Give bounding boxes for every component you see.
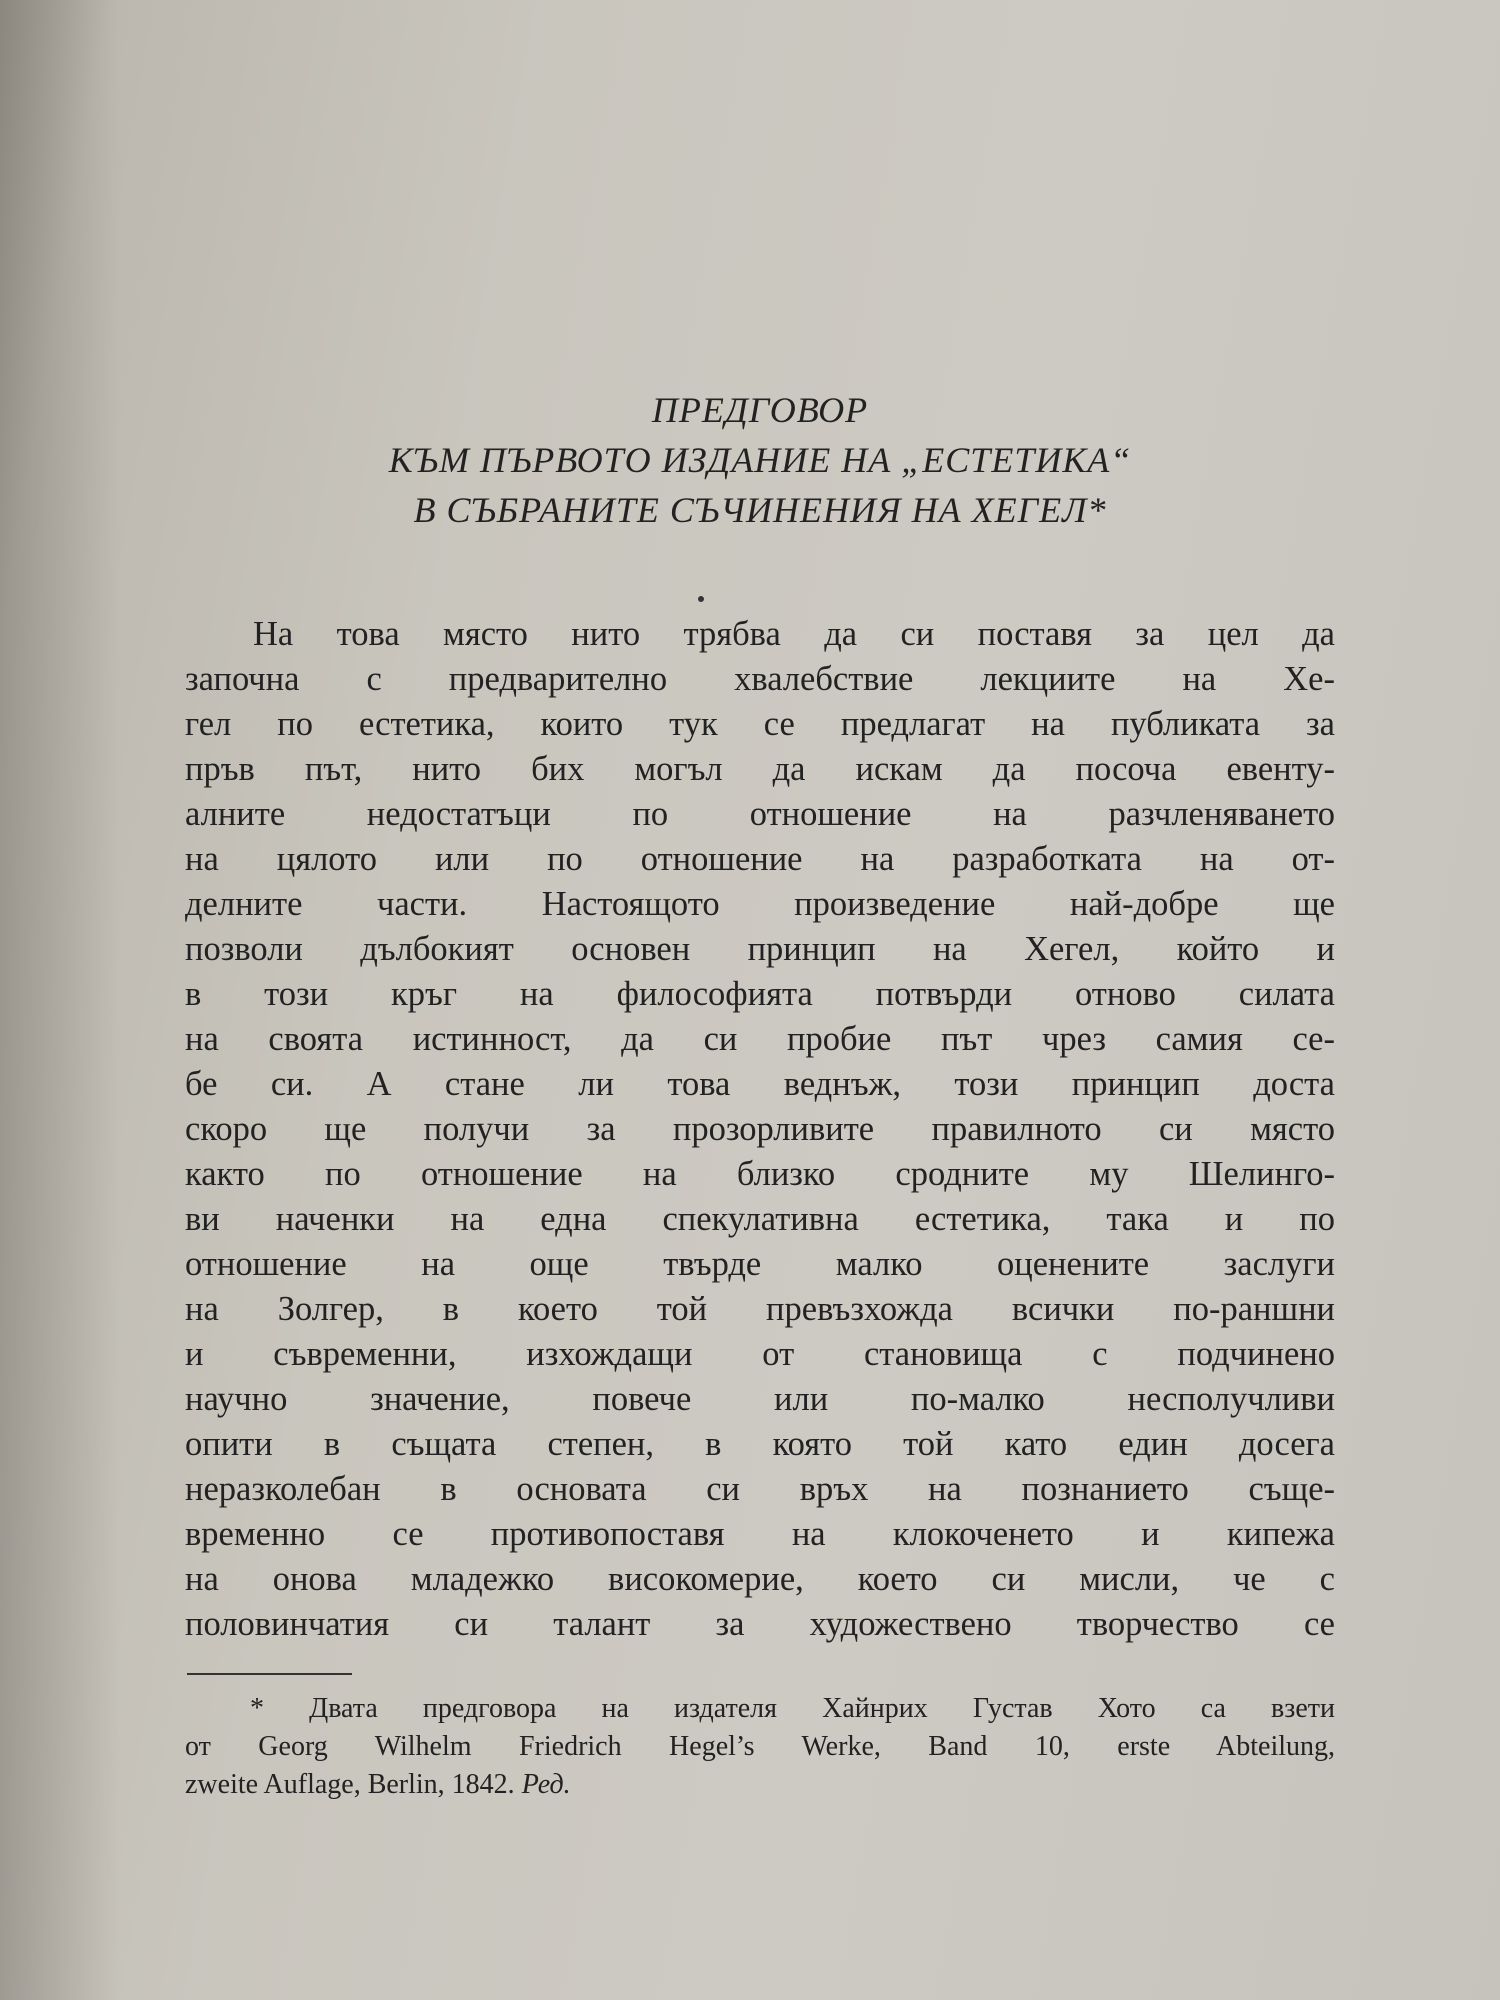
body-paragraph xyxy=(185,612,1335,1647)
footnote-source-text: zweite Auflage, Berlin, 1842. xyxy=(185,1769,515,1800)
body-line: скоро ще получи за прозорливите правилното си място xyxy=(185,1110,1335,1148)
body-line: на Золгер, в което той превъзхожда всички по-раншни xyxy=(185,1290,1335,1328)
footnote-divider xyxy=(187,1673,352,1675)
body-line: бе си. А стане ли това веднъж, този принцип доста xyxy=(185,1065,1335,1103)
page-shadow xyxy=(0,0,120,2000)
footnote xyxy=(185,1690,1335,1804)
body-line: започна с предварително хвалебствие лекциите на Хе- xyxy=(185,660,1335,698)
ink-mark xyxy=(698,596,704,602)
footnote-editor-mark: Ред. xyxy=(521,1769,571,1800)
body-line: научно значение, повече или по-малко несполучливи xyxy=(185,1380,1335,1418)
body-line: гел по естетика, които тук се предлагат на публиката за xyxy=(185,705,1335,743)
body-line: неразколебан в основата си връх на познанието съще- xyxy=(185,1470,1335,1508)
footnote-line-2: от Georg Wilhelm Friedrich Hegel’s Werke, Band 10, erste Abteilung, xyxy=(185,1731,1335,1762)
chapter-title xyxy=(160,385,1360,535)
title-line-2: КЪМ ПЪРВОТО ИЗДАНИЕ НА „ЕСТЕТИКА“ xyxy=(388,440,1132,480)
body-line: и съвременни, изхождащи от становища с подчинено xyxy=(185,1335,1335,1373)
footnote-line-3 xyxy=(185,1766,1335,1804)
body-line: позволи дълбокият основен принцип на Хегел, който и xyxy=(185,930,1335,968)
body-line: алните недостатъци по отношение на разчленяването xyxy=(185,795,1335,833)
body-line: пръв път, нито бих могъл да искам да посоча евенту- xyxy=(185,750,1335,788)
footnote-line-1: * Двата предговора на издателя Хайнрих Густав Хото са взети xyxy=(250,1693,1335,1724)
body-line: отношение на още твърде малко оценените заслуги xyxy=(185,1245,1335,1283)
title-line-1: ПРЕДГОВОР xyxy=(651,390,869,430)
body-line: на цялото или по отношение на разработката на от- xyxy=(185,840,1335,878)
body-line: На това място нито трябва да си поставя за цел да xyxy=(253,615,1335,653)
body-line: на онова младежко високомерие, което си мисли, че с xyxy=(185,1560,1335,1598)
body-line: както по отношение на близко сродните му Шелинго- xyxy=(185,1155,1335,1193)
title-line-3: В СЪБРАНИТЕ СЪЧИНЕНИЯ НА ХЕГЕЛ* xyxy=(413,490,1107,530)
body-line: временно се противопоставя на клокоченето и кипежа xyxy=(185,1515,1335,1553)
body-line: опити в същата степен, в която той като един досега xyxy=(185,1425,1335,1463)
body-line: в този кръг на философията потвърди отново силата xyxy=(185,975,1335,1013)
body-line: ви наченки на една спекулативна естетика, така и по xyxy=(185,1200,1335,1238)
body-line: на своята истинност, да си пробие път чрез самия се- xyxy=(185,1020,1335,1058)
body-line: половинчатия си талант за художествено творчество се xyxy=(185,1605,1335,1643)
body-line: делните части. Настоящото произведение най-добре ще xyxy=(185,885,1335,923)
